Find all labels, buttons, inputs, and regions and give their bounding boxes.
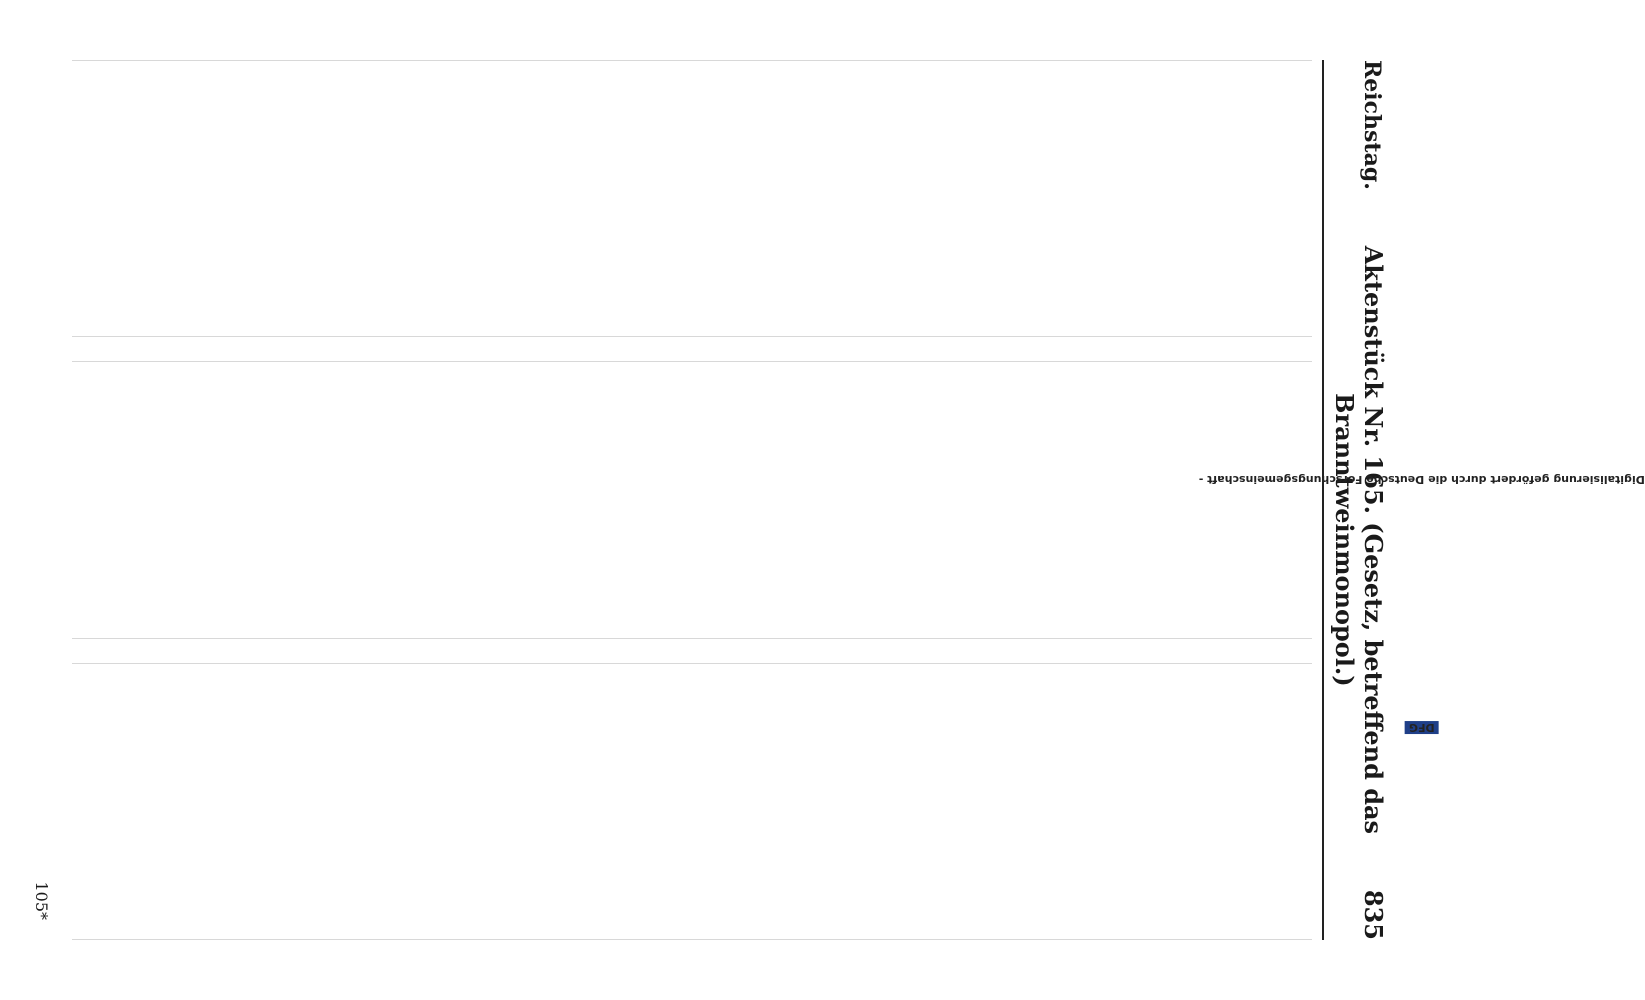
text-column-middle bbox=[72, 361, 1312, 638]
text-columns bbox=[72, 60, 1312, 940]
page-title: Aktenstück Nr. 165. (Gesetz, betreffend das Branntweinmonopol.) bbox=[1330, 245, 1388, 835]
footer-mark: 105* bbox=[32, 881, 51, 920]
dfg-logo: DFG bbox=[1405, 720, 1439, 733]
page-number: 835 bbox=[1359, 889, 1388, 940]
credit-text: Digitalisierung gefördert durch die Deutsche Forschungsgemeinschaft - bbox=[1198, 472, 1645, 486]
page-header bbox=[1322, 60, 1388, 940]
text-column-right bbox=[72, 663, 1312, 940]
text-column-left bbox=[72, 60, 1312, 337]
header-left: Reichstag. bbox=[1359, 60, 1385, 190]
document-page bbox=[26, 20, 1406, 980]
